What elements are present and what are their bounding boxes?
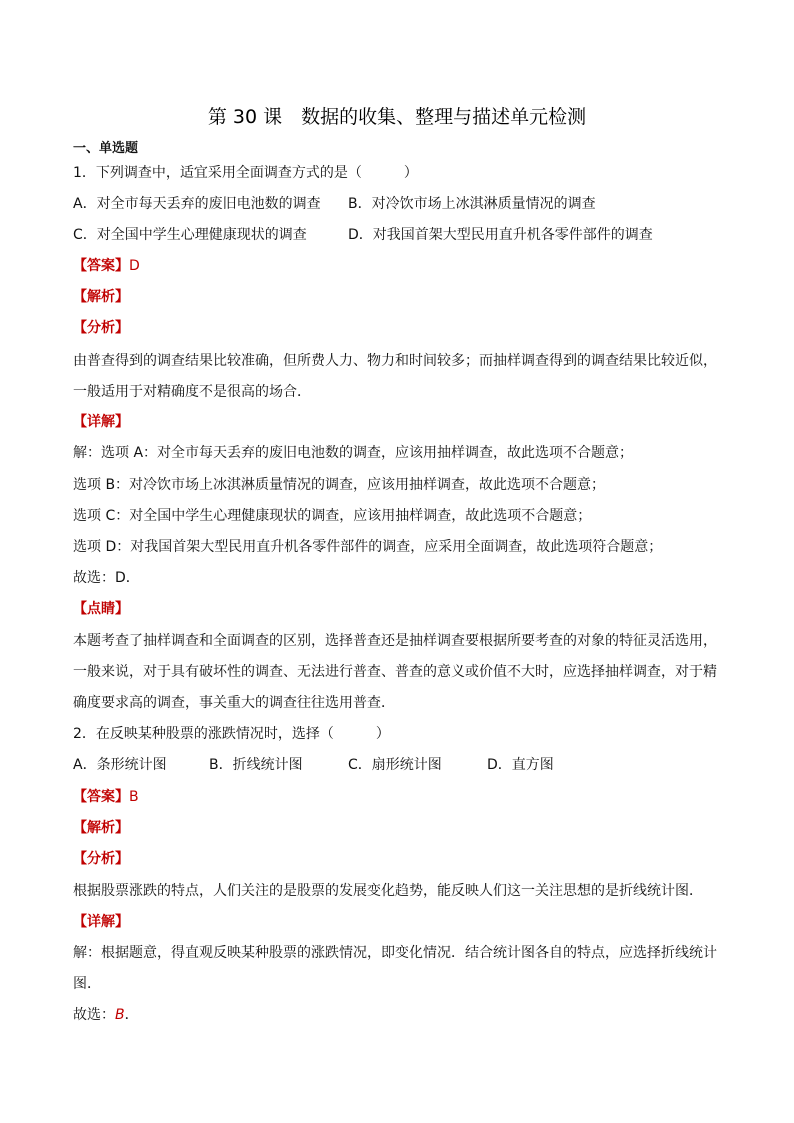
answer-tag: 【答案】	[73, 789, 129, 805]
conclusion-prefix: 故选：	[73, 1007, 115, 1023]
q2-detail-line: 解：根据题意，得直观反映某种股票的涨跌情况，即变化情况．结合统计图各自的特点，应选择折线统计	[73, 945, 717, 961]
fenxi-tag: 【分析】	[73, 320, 129, 336]
q2-stem: 2．在反映某种股票的涨跌情况时，选择（ ）	[73, 726, 390, 742]
q1-detail-line: 选项 D：对我国首架大型民用直升机各零件部件的调查，应采用全面调查，故此选项符合题意；	[73, 539, 663, 555]
jiexi-tag: 【解析】	[73, 820, 129, 836]
q1-stem: 1．下列调查中，适宜采用全面调查方式的是（ ）	[73, 165, 418, 181]
conclusion-answer: B	[115, 1007, 125, 1023]
q1-option-c: C．对全国中学生心理健康现状的调查	[73, 227, 307, 243]
jiexi-tag: 【解析】	[73, 289, 129, 305]
q1-analysis-line: 由普查得到的调查结果比较准确，但所费人力、物力和时间较多；而抽样调查得到的调查结果比较近似，	[73, 353, 717, 369]
q1-comment-line: 确度要求高的调查，事关重大的调查往往选用普查．	[73, 695, 395, 711]
q1-option-b: B．对冷饮市场上冰淇淋质量情况的调查	[348, 196, 596, 212]
q1-option-d: D．对我国首架大型民用直升机各零件部件的调查	[348, 227, 653, 243]
q1-conclusion: 故选：D．	[73, 570, 140, 586]
section-heading: 一、单选题	[73, 141, 139, 156]
q2-conclusion	[73, 1005, 139, 1025]
q1-option-a: A．对全市每天丢弃的废旧电池数的调查	[73, 196, 321, 212]
page-title: 第 30 课 数据的收集、整理与描述单元检测	[207, 106, 587, 128]
q1-comment-line: 一般来说，对于具有破坏性的调查、无法进行普查、普查的意义或价值不大时，应选择抽样调查，对于精	[73, 664, 717, 680]
q2-analysis-line: 根据股票涨跌的特点，人们关注的是股票的发展变化趋势，能反映人们这一关注思想的是折线统计图．	[73, 883, 703, 899]
conclusion-suffix: ．	[124, 1007, 139, 1023]
q2-option-c: C．扇形统计图	[348, 757, 442, 773]
answer-tag: 【答案】	[73, 258, 129, 274]
q1-comment-line: 本题考查了抽样调查和全面调查的区别，选择普查还是抽样调查要根据所要考查的对象的特征灵活选用，	[73, 633, 717, 649]
q2-option-b: B．折线统计图	[209, 757, 303, 773]
q1-detail-line: 解：选项 A：对全市每天丢弃的废旧电池数的调查，应该用抽样调查，故此选项不合题意；	[73, 445, 634, 461]
q1-detail-line: 选项 C：对全国中学生心理健康现状的调查，应该用抽样调查，故此选项不合题意；	[73, 508, 592, 524]
q1-detail-line: 选项 B：对冷饮市场上冰淇淋质量情况的调查，应该用抽样调查，故此选项不合题意；	[73, 477, 606, 493]
q2-option-a: A．条形统计图	[73, 757, 167, 773]
answer-value: D	[129, 258, 140, 274]
q1-analysis-line: 一般适用于对精确度不是很高的场合．	[73, 384, 311, 400]
xiangjie-tag: 【详解】	[73, 914, 129, 930]
dianjing-tag: 【点睛】	[73, 601, 129, 617]
xiangjie-tag: 【详解】	[73, 414, 129, 430]
answer-value: B	[129, 789, 139, 805]
fenxi-tag: 【分析】	[73, 851, 129, 867]
q2-option-d: D．直方图	[487, 757, 554, 773]
q2-detail-line: 图．	[73, 976, 101, 992]
q1-answer-line	[73, 256, 140, 276]
q2-answer-line	[73, 787, 139, 807]
